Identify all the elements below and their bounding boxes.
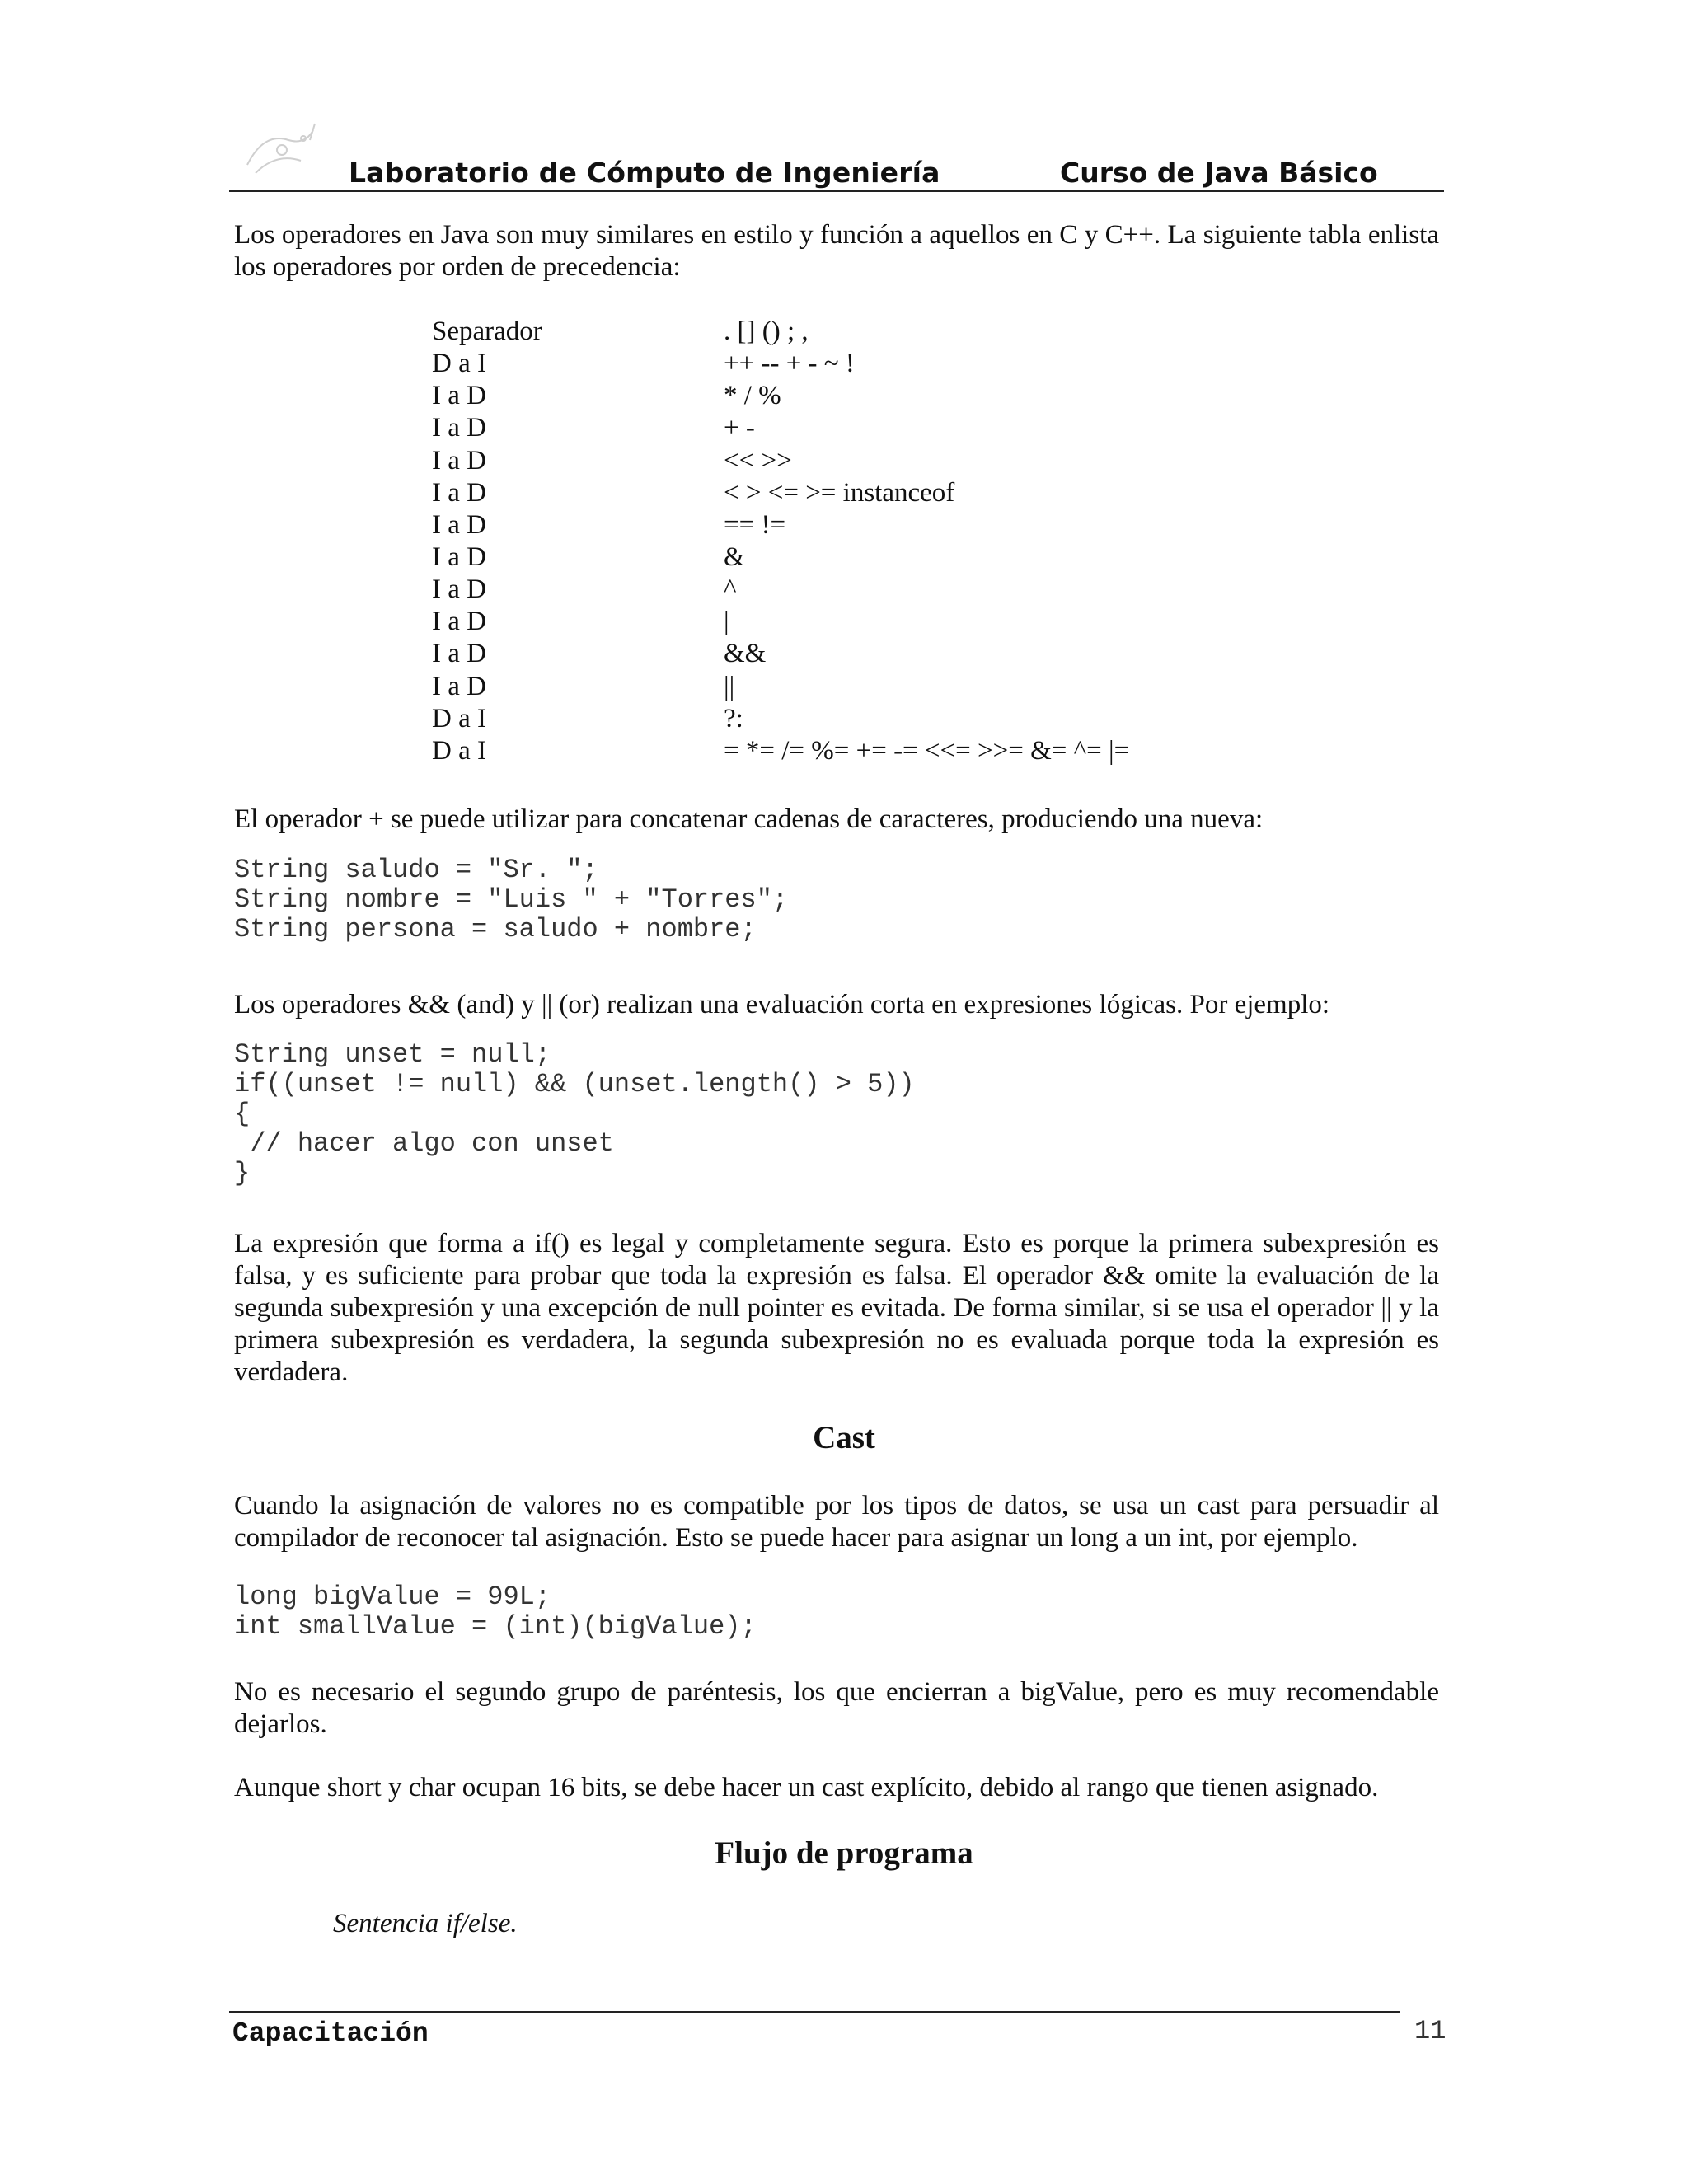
code-block-shortcircuit: String unset = null; if((unset != null) && (unset.length() > 5)) { // hacer algo con unset } (234, 1039, 915, 1188)
operator-list: || (724, 671, 735, 701)
code-block-concat: String saludo = "Sr. "; String nombre = "Luis " + "Torres"; String persona = saludo + nombre; (234, 855, 789, 944)
operator-list: && (724, 639, 767, 669)
operator-list: . [] () ; , (724, 316, 809, 346)
operator-associativity: I a D (432, 445, 486, 476)
code-block-cast: long bigValue = 99L; int smallValue = (int)(bigValue); (234, 1582, 757, 1642)
operator-list: | (724, 607, 729, 637)
operator-row (432, 639, 767, 671)
operator-row (432, 316, 809, 349)
operator-list: ?: (724, 703, 743, 733)
explanation-paragraph: La expresión que forma a if() es legal y completamente segura. Esto es porque la primera subexpresión es falsa, y es suficiente para probar que toda la expresión es falsa. El operador && omite la evaluación de la segunda subexpresión y una excepción de null pointer es evitada. De forma similar, si se usa el operador || y la primera subexpresión es verdadera, la segunda subexpresión no es evaluada porque toda la expresión es verdadera. (234, 1229, 1439, 1387)
header-lab-title: Laboratorio de Cómputo de Ingeniería (349, 157, 940, 189)
cast-paragraph: Cuando la asignación de valores no es compatible por los tipos de datos, se usa un cast para persuadir al compilador de reconocer tal asignación. Esto se puede hacer para asignar un long a un int, por ejemplo. (234, 1491, 1439, 1553)
short-char-paragraph: Aunque short y char ocupan 16 bits, se debe hacer un cast explícito, debido al rango que tienen asignado. (234, 1773, 1379, 1802)
operator-associativity: D a I (432, 703, 486, 733)
operator-list: == != (724, 509, 786, 540)
operator-list: = *= /= %= += -= <<= >>= &= ^= |= (724, 735, 1130, 766)
ifelse-subheading: Sentencia if/else. (333, 1909, 518, 1938)
parentheses-paragraph: No es necesario el segundo grupo de paréntesis, los que encierran a bigValue, pero es muy recomendable dejarlos. (234, 1677, 1439, 1739)
footer-label: Capacitación (232, 2018, 429, 2049)
cast-section-title: Cast (813, 1420, 875, 1455)
operator-associativity: I a D (432, 671, 486, 701)
operator-row (432, 509, 786, 542)
operator-row (432, 349, 855, 381)
operator-associativity: D a I (432, 735, 486, 766)
operator-list: + - (724, 413, 755, 443)
operator-list: << >> (724, 445, 792, 476)
header-course-title: Curso de Java Básico (1060, 157, 1378, 189)
shortcircuit-paragraph: Los operadores && (and) y || (or) realizan una evaluación corta en expresiones lógicas. Por ejemplo: (234, 990, 1330, 1019)
operator-associativity: I a D (432, 381, 486, 411)
page-header (229, 153, 1444, 192)
operator-list: & (724, 541, 745, 572)
intro-paragraph: Los operadores en Java son muy similares en estilo y función a aquellos en C y C++. La siguiente tabla enlista los operadores por orden de precedencia: (234, 220, 1439, 282)
operator-associativity: D a I (432, 349, 486, 379)
operator-row (432, 477, 955, 510)
operator-associativity: Separador (432, 316, 542, 346)
operator-row (432, 671, 735, 704)
operator-row (432, 381, 781, 413)
operator-associativity: I a D (432, 541, 486, 572)
operator-list: ++ -- + - ~ ! (724, 349, 855, 379)
flujo-section-title: Flujo de programa (715, 1835, 973, 1871)
operator-associativity: I a D (432, 509, 486, 540)
operator-precedence-table (432, 316, 1130, 768)
operator-associativity: I a D (432, 574, 486, 605)
operator-row (432, 703, 743, 736)
operator-list: * / % (724, 381, 781, 411)
concat-paragraph: El operador + se puede utilizar para concatenar cadenas de caracteres, produciendo una nueva: (234, 804, 1264, 834)
operator-list: ^ (724, 574, 737, 605)
operator-associativity: I a D (432, 607, 486, 637)
operator-associativity: I a D (432, 477, 486, 508)
operator-row (432, 413, 755, 445)
operator-associativity: I a D (432, 413, 486, 443)
page-number: 11 (1414, 2016, 1447, 2046)
operator-row (432, 574, 737, 607)
operator-row (432, 735, 1130, 768)
operator-list: < > <= >= instanceof (724, 477, 955, 508)
operator-row (432, 607, 729, 639)
footer-divider (229, 2011, 1400, 2013)
operator-row (432, 445, 792, 478)
operator-row (432, 541, 745, 574)
operator-associativity: I a D (432, 639, 486, 669)
